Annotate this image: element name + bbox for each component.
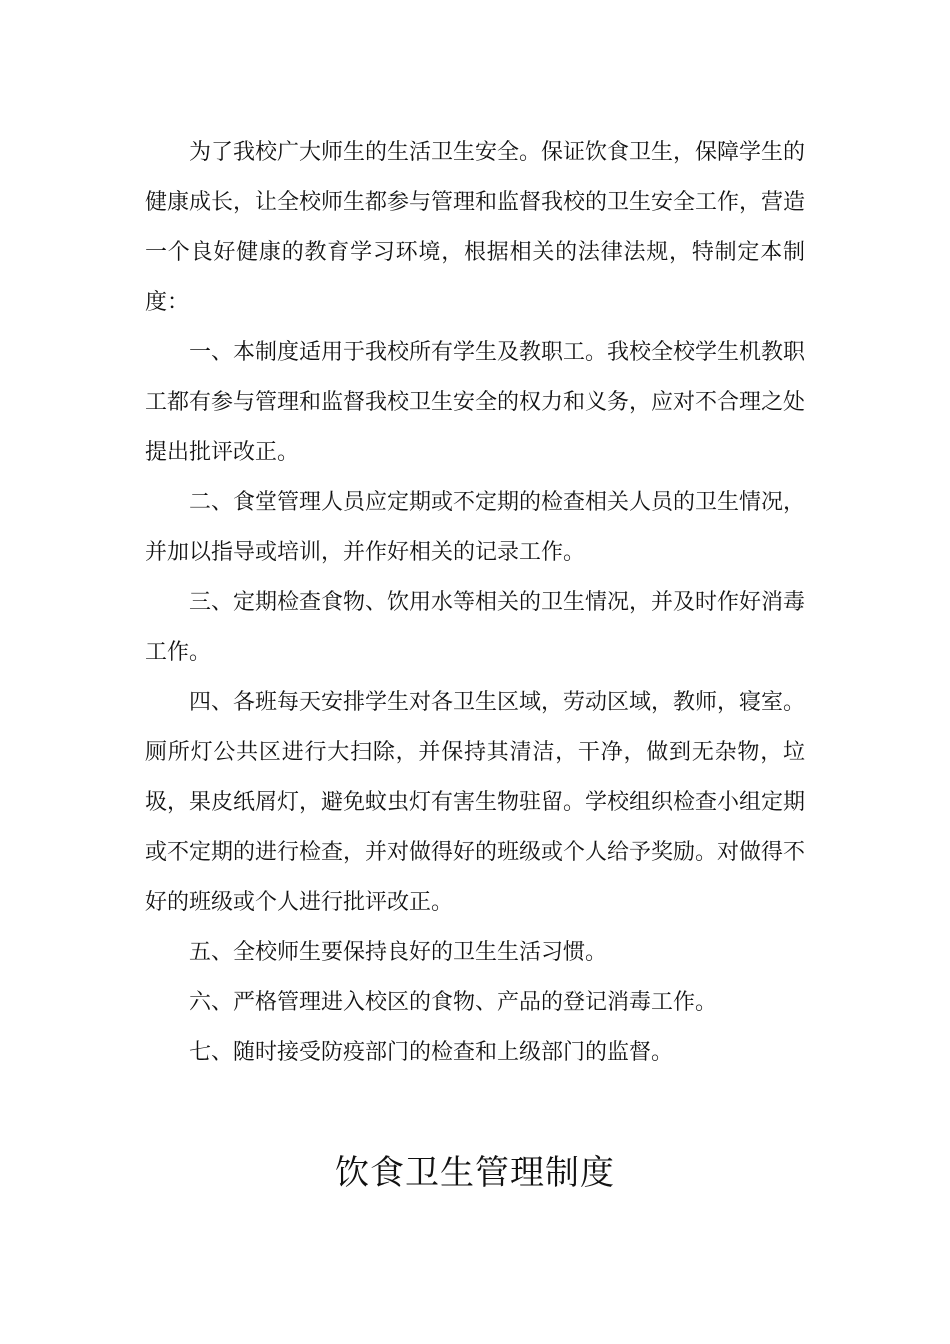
document-title: 饮食卫生管理制度 [335,1153,615,1193]
intro-paragraph: 为了我校广大师生的生活卫生安全。保证饮食卫生，保障学生的健康成长，让全校师生都参与管理和监督我校的卫生安全工作，营造一个良好健康的教育学习环境，根据相关的法律法规，特制定本制度： [145,140,806,315]
rule-3-paragraph: 三、定期检查食物、饮用水等相关的卫生情况，并及时作好消毒工作。 [145,590,806,665]
rule-1-paragraph: 一、本制度适用于我校所有学生及教职工。我校全校学生机教职工都有参与管理和监督我校卫生安全的权力和义务，应对不合理之处提出批评改正。 [145,340,806,465]
rule-4-paragraph: 四、各班每天安排学生对各卫生区域，劳动区域，教师，寝室。厕所灯公共区进行大扫除，并保持其清洁，干净，做到无杂物，垃圾，果皮纸屑灯，避免蚊虫灯有害生物驻留。学校组织检查小组定期或不定期的进行检查，并对做得好的班级或个人给予奖励。对做得不好的班级或个人进行批评改正。 [145,690,806,915]
rule-7-paragraph: 七、随时接受防疫部门的检查和上级部门的监督。 [189,1040,674,1065]
document-body [145,128,805,1078]
rule-2-paragraph: 二、食堂管理人员应定期或不定期的检查相关人员的卫生情况，并加以指导或培训，并作好相关的记录工作。 [145,490,806,565]
rule-5-paragraph: 五、全校师生要保持良好的卫生生活习惯。 [189,940,608,965]
rule-6-paragraph: 六、严格管理进入校区的食物、产品的登记消毒工作。 [189,990,718,1015]
